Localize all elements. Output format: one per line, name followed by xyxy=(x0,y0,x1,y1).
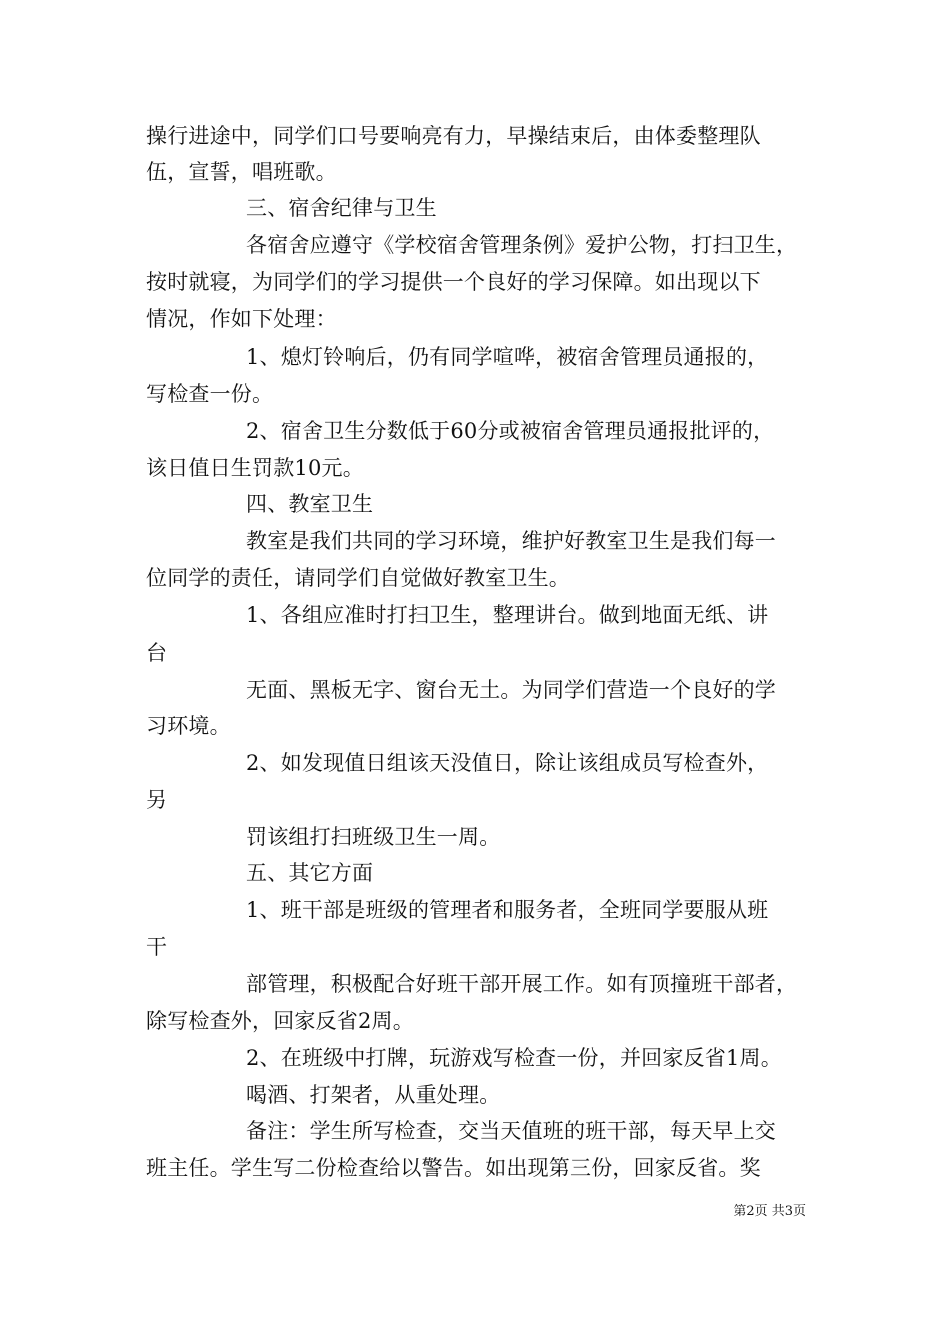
text-line: 该日值日生罚款10元。 xyxy=(146,456,364,480)
text-line: 各宿舍应遵守《学校宿舍管理条例》爱护公物，打扫卫生， xyxy=(246,233,798,257)
text-line: 伍，宣誓，唱班歌。 xyxy=(146,160,337,184)
text-line: 罚该组打扫班级卫生一周。 xyxy=(246,825,501,849)
text-line: 操行进途中，同学们口号要响亮有力，早操结束后，由体委整理队 xyxy=(146,124,761,148)
section-heading: 三、宿舍纪律与卫生 xyxy=(246,196,437,220)
text-line: 无面、黑板无字、窗台无土。为同学们营造一个良好的学 xyxy=(246,678,776,702)
text-line: 部管理，积极配合好班干部开展工作。如有顶撞班干部者， xyxy=(246,972,798,996)
text-line: 班主任。学生写二份检查给以警告。如出现第三份，回家反省。奖 xyxy=(146,1156,761,1180)
text-line: 1、班干部是班级的管理者和服务者，全班同学要服从班 xyxy=(246,898,769,922)
text-line: 教室是我们共同的学习环境，维护好教室卫生是我们每一 xyxy=(246,529,776,553)
text-line: 台 xyxy=(146,641,168,665)
text-line: 1、熄灯铃响后，仍有同学喧哗，被宿舍管理员通报的， xyxy=(246,345,769,369)
page-number: 第2页 共3页 xyxy=(733,1204,806,1219)
text-line: 2、宿舍卫生分数低于60分或被宿舍管理员通报批评的， xyxy=(246,419,775,443)
text-line: 2、在班级中打牌，玩游戏写检查一份，并回家反省1周。 xyxy=(246,1046,782,1070)
text-line: 备注：学生所写检查，交当天值班的班干部，每天早上交 xyxy=(246,1119,776,1143)
text-line: 按时就寝，为同学们的学习提供一个良好的学习保障。如出现以下 xyxy=(146,270,761,294)
text-line: 干 xyxy=(146,935,168,959)
section-heading: 五、其它方面 xyxy=(246,861,374,885)
text-line: 位同学的责任，请同学们自觉做好教室卫生。 xyxy=(146,566,570,590)
text-line: 除写检查外，回家反省2周。 xyxy=(146,1009,414,1033)
text-line: 2、如发现值日组该天没值日，除让该组成员写检查外， xyxy=(246,751,769,775)
text-line: 喝酒、打架者，从重处理。 xyxy=(246,1083,501,1107)
text-line: 写检查一份。 xyxy=(146,382,274,406)
text-line: 另 xyxy=(146,788,168,812)
text-line: 习环境。 xyxy=(146,714,231,738)
section-heading: 四、教室卫生 xyxy=(246,492,374,516)
text-line: 1、各组应准时打扫卫生，整理讲台。做到地面无纸、讲 xyxy=(246,603,769,627)
text-line: 情况，作如下处理： xyxy=(146,307,337,331)
